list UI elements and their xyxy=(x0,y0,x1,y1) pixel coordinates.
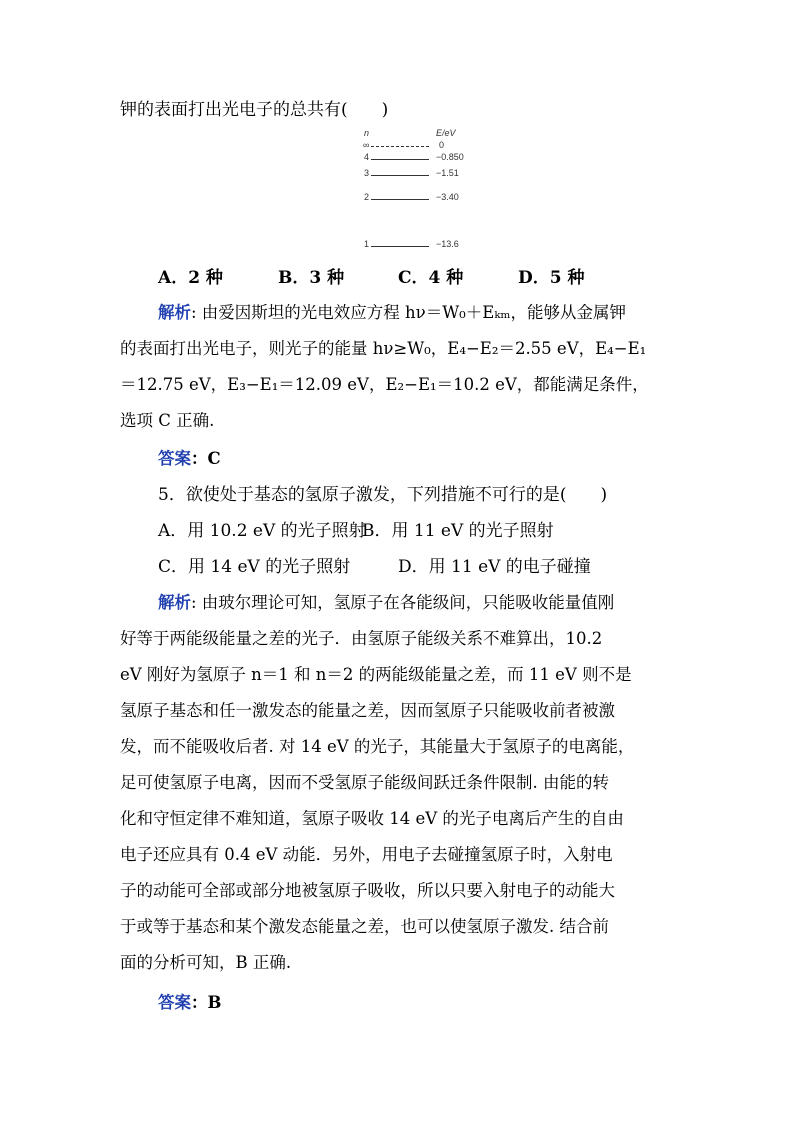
question-5-stem: 5．欲使处于基态的氢原子激发，下列措施不可行的是( ) xyxy=(158,485,608,505)
q5-analysis-line-1: 解析: 由玻尔理论可知，氢原子在各能级间，只能吸收能量值刚 xyxy=(158,593,615,612)
q4-option-d: D．5 种 xyxy=(518,268,585,288)
q4-analysis-line-3: ＝12.75 eV，E₃−E₁＝12.09 eV，E₂−E₁＝10.2 eV，都能满足条件， xyxy=(120,375,649,394)
q5-answer-value: ：B xyxy=(191,993,222,1012)
q5-option-b: B．用 11 eV 的光子照射 xyxy=(362,521,554,541)
q5-answer-label: 答案 xyxy=(158,993,191,1012)
q5-analysis-label: 解析 xyxy=(158,593,191,612)
level-n-inf: ∞ xyxy=(363,140,370,150)
level-line-2 xyxy=(371,199,429,200)
q5-option-d: D．用 11 eV 的电子碰撞 xyxy=(398,557,591,577)
question-4-stem: 钾的表面打出光电子的总共有( ) xyxy=(120,100,389,120)
diagram-n-header: n xyxy=(364,128,370,138)
q5-analysis-line-10: 于或等于基态和某个激发态能量之差，也可以使氢原子激发. 结合前 xyxy=(120,917,609,936)
level-n-2: 2 xyxy=(364,192,370,202)
q4-analysis-line-2: 的表面打出光电子，则光子的能量 hν≥W₀，E₄−E₂＝2.55 eV，E₄−E₁ xyxy=(120,339,647,358)
level-n-1: 1 xyxy=(364,239,370,249)
q5-answer xyxy=(158,991,221,1015)
level-n-4: 4 xyxy=(364,152,370,162)
q4-answer-label: 答案 xyxy=(158,449,191,468)
q5-option-c: C．用 14 eV 的光子照射 xyxy=(158,557,351,577)
q4-analysis-line-1: 解析: 由爱因斯坦的光电效应方程 hν＝W₀＋Eₖₘ，能够从金属钾 xyxy=(158,303,626,322)
diagram-e-header: E/eV xyxy=(436,128,456,138)
level-line-3 xyxy=(371,175,429,176)
q4-analysis-line-4: 选项 C 正确. xyxy=(120,411,215,430)
level-line-inf xyxy=(371,146,429,147)
q4-answer xyxy=(158,447,221,471)
level-e-2: −3.40 xyxy=(436,192,459,202)
q5-analysis-line-2: 好等于两能级能量之差的光子．由氢原子能级关系不难算出，10.2 xyxy=(120,629,603,648)
q5-analysis-line-6: 足可使氢原子电离，因而不受氢原子能级间跃迁条件限制. 由能的转 xyxy=(120,773,609,792)
q4-option-c: C．4 种 xyxy=(398,268,464,288)
q5-analysis-line-4: 氢原子基态和任一激发态的能量之差，因而氢原子只能吸收前者被激 xyxy=(120,701,615,720)
q5-analysis-line-8: 电子还应具有 0.4 eV 动能．另外，用电子去碰撞氢原子时，入射电 xyxy=(120,845,613,864)
level-line-1 xyxy=(371,246,429,247)
q5-analysis-line-3: eV 刚好为氢原子 n＝1 和 n＝2 的两能级能量之差，而 11 eV 则不是 xyxy=(120,665,632,684)
q4-option-a: A．2 种 xyxy=(158,268,223,288)
level-line-4 xyxy=(371,159,429,160)
level-e-inf: 0 xyxy=(439,140,445,150)
q4-answer-value: ：C xyxy=(191,449,221,468)
q4-option-b: B．3 种 xyxy=(278,268,345,288)
level-e-3: −1.51 xyxy=(436,168,459,178)
q5-analysis-line-7: 化和守恒定律不难知道，氢原子吸收 14 eV 的光子电离后产生的自由 xyxy=(120,809,624,828)
q5-analysis-line-11: 面的分析可知，B 正确. xyxy=(120,953,292,972)
q5-analysis-line-5: 发，而不能吸收后者. 对 14 eV 的光子，其能量大于氢原子的电离能， xyxy=(120,737,635,756)
level-n-3: 3 xyxy=(364,168,370,178)
level-e-4: −0.850 xyxy=(436,152,464,162)
q5-option-a: A．用 10.2 eV 的光子照射 xyxy=(158,521,366,541)
q4-analysis-label: 解析 xyxy=(158,303,191,322)
level-e-1: −13.6 xyxy=(436,239,459,249)
energy-level-diagram xyxy=(362,128,472,254)
q5-analysis-line-9: 子的动能可全部或部分地被氢原子吸收，所以只要入射电子的动能大 xyxy=(120,881,615,900)
